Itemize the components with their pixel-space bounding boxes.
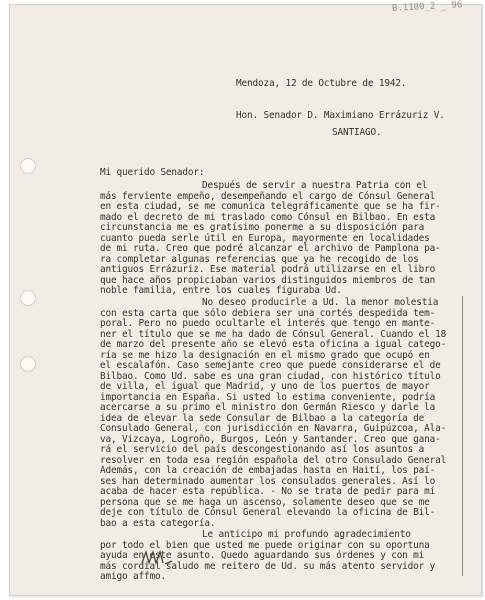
letter-line: Le anticipo mi profundo agradecimiento xyxy=(202,529,411,540)
addressee-city: SANTIAGO. xyxy=(332,127,382,138)
letter-line: cuanto pueda serle útil en Europa, mayormente en localidades xyxy=(100,233,430,244)
letter-line: ner el título que se me ha dado de Cónsul General. Cuando el 18 xyxy=(100,329,447,340)
letter-line: acaba de hacer esta república. - No se trata de pedir para mí xyxy=(100,486,436,497)
letter-line: con esta carta que sólo debiera ser una cortés despedida tem- xyxy=(100,308,436,319)
letter-line: Bilbao. Como Ud. sabe es una gran ciudad, con histórico título xyxy=(100,371,441,382)
punch-hole xyxy=(20,158,36,174)
addressee-name: Hon. Senador D. Maximiano Errázuriz V. xyxy=(236,110,445,121)
letter-line: de villa, el igual que Madrid, y uno de los puertos de mayor xyxy=(100,381,430,392)
initials-mark xyxy=(140,549,174,567)
letter-line: más cordial saludo me reitero de Ud. su más atento servidor y xyxy=(100,561,436,572)
date-line: Mendoza, 12 de Octubre de 1942. xyxy=(236,78,407,89)
letter-line: ses han determinado aumentar los consulados generales. Así lo xyxy=(100,476,436,487)
letter-line: deje con título de Cónsul General elevando la oficina de Bil- xyxy=(100,507,436,518)
letter-line: resolver en toda esa región española del otro Consulado General xyxy=(100,455,447,466)
letter-line: amigo affmo. xyxy=(100,571,166,582)
letter-line: que hace años propiciaban varios distinguidos miembros de tan xyxy=(100,275,436,286)
letter-line: ra completar algunas referencias que ya he recogido de los xyxy=(100,254,419,265)
punch-hole xyxy=(20,356,36,372)
letter-line: noble familia, entre los cuales figuraba Ud. xyxy=(100,285,342,296)
letter-line: antiguos Errázuriz. Ese material podrá utilizarse en el libro xyxy=(100,264,436,275)
letter-line: circunstancia me es gratísimo ponerme a su disposición para xyxy=(100,222,425,233)
letter-line: importancia en España. Si usted lo estima conveniente, podría xyxy=(100,392,436,403)
margin-pencil-line xyxy=(462,296,463,576)
letter-line: idea de elevar la sede Consular de Bilbao a la categoría de xyxy=(100,413,425,424)
letter-line: de mi ruta. Creo que podré alcanzar el archivo de Pamplona pa- xyxy=(100,243,441,254)
letter-line: persona que se me haga un ascenso, solamente deseo que se me xyxy=(100,497,430,508)
letter-line: Además, con la creación de embajadas hasta en Haití, los paí- xyxy=(100,465,436,476)
letter-line: el escalafón. Caso semejante creo que puede considerarse el de xyxy=(100,360,441,371)
letter-line: más ferviente empeño, desempeñando el cargo de Cónsul General xyxy=(100,191,436,202)
letter-line: por todo el bien que usted me puede originar con su oportuna xyxy=(100,540,430,551)
letter-line: poral. Pero no puedo ocultarle el interés que tengo en mante- xyxy=(100,318,436,329)
letter-line: va, Vizcaya, Logroño, Burgos, León y Santander. Creo que gana- xyxy=(100,434,441,445)
letter-line: acercarse a su primo el ministro don Germán Riesco y darle la xyxy=(100,402,436,413)
salutation: Mi querido Senador: xyxy=(100,167,205,178)
letter-line: en esta ciudad, se me comunica telegráficamente que se ha fir- xyxy=(100,201,441,212)
archive-reference: B.1100_2 _ 96 xyxy=(391,0,463,14)
letter-line: ría se me hizo la designación en el mismo grado que ocupó en xyxy=(100,350,430,361)
letter-line: bao a esta categoría. xyxy=(100,518,216,529)
letter-line: de marzo del presente año se elevó esta oficina a igual catego- xyxy=(100,339,447,350)
letter-line: Consulado General, con jurisdicción en Navarra, Guipúzcoa, Ala- xyxy=(100,423,447,434)
letter-line: No deseo producirle a Ud. la menor molestia xyxy=(202,297,439,308)
letter-line: rá el servicio del país descongestionando así los asuntos a xyxy=(100,444,425,455)
letter-line: Después de servir a nuestra Patria con el xyxy=(202,180,428,191)
letter-line: mado el decreto de mi traslado como Cónsul en Bilbao. En esta xyxy=(100,212,436,223)
letter-line: ayuda en este asunto. Quedo aguardando sus órdenes y con mi xyxy=(100,550,425,561)
punch-hole xyxy=(20,290,36,306)
